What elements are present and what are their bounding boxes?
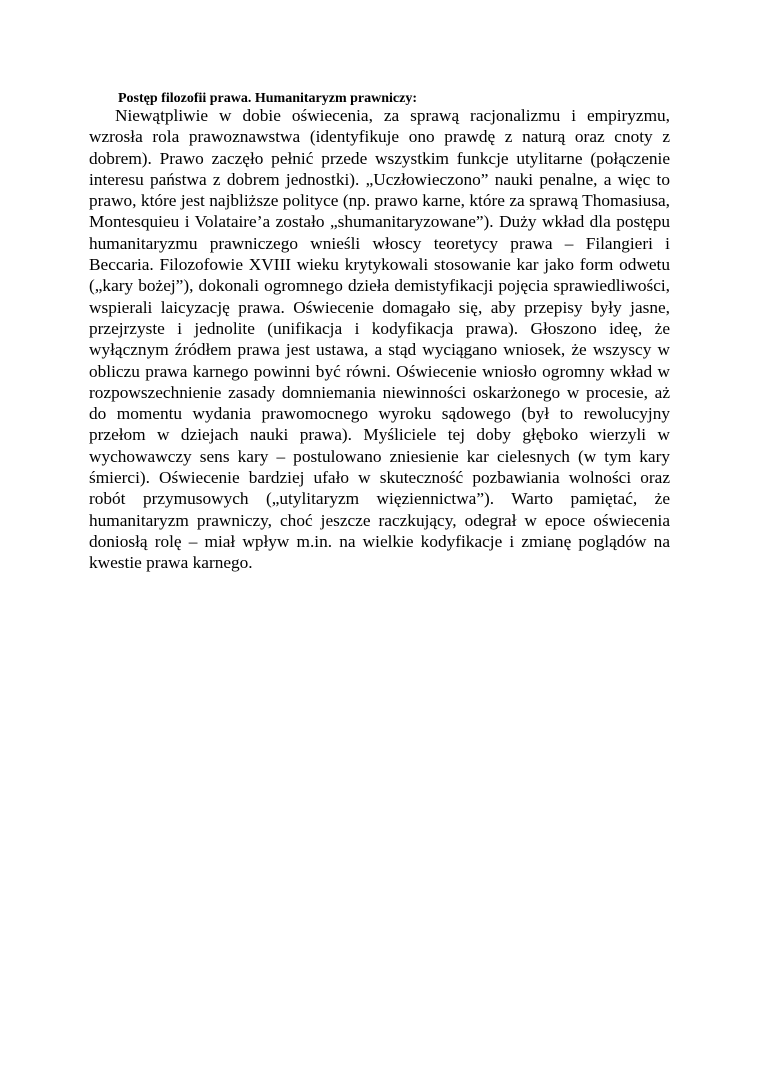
body-paragraph: Niewątpliwie w dobie oświecenia, za sprawą racjonalizmu i empiryzmu, wzrosła rola prawoznawstwa (identyfikuje ono prawdę z naturą oraz cnoty z dobrem). Prawo zaczęło pełnić przede wszystkim funkcje utylitarne (połączenie interesu państwa z dobrem jednostki). „Uczłowieczono” nauki penalne, a więc to prawo, które jest najbliższe polityce (np. prawo karne, które za sprawą Thomasiusa, Montesquieu i Volataire’a zostało „shumanitaryzowane”). Duży wkład dla postępu humanitaryzmu prawniczego wnieśli włoscy teoretycy prawa – Filangieri i Beccaria. Filozofowie XVIII wieku krytykowali stosowanie kar jako form odwetu („kary bożej”), dokonali ogromnego dzieła demistyfikacji pojęcia sprawiedliwości, wspierali laicyzację prawa. Oświecenie domagało się, aby przepisy były jasne, przejrzyste i jednolite (unifikacja i kodyfikacja prawa). Głoszono ideę, że wyłącznym źródłem prawa jest ustawa, a stąd wyciągano wniosek, że wszyscy w obliczu prawa karnego powinni być równi. Oświecenie wniosło ogromny wkład w rozpowszechnienie zasady domniemania niewinności oskarżonego w procesie, aż do momentu wydania prawomocnego wyroku sądowego (był to rewolucyjny przełom w dziejach nauki prawa). Myśliciele tej doby głęboko wierzyli w wychowawczy sens kary – postulowano zniesienie kar cielesnych (w tym kary śmierci). Oświecenie bardziej ufało w skuteczność pozbawiania wolności oraz robót przymusowych („utylitaryzm więziennictwa”). Warto pamiętać, że humanitaryzm prawniczy, choć jeszcze raczkujący, odegrał w epoce oświecenia doniosłą rolę – miał wpływ m.in. na wielkie kodyfikacje i zmianę poglądów na kwestie prawa karnego. <box>89 106 670 573</box>
section-heading: Postęp filozofii prawa. Humanitaryzm prawniczy: <box>118 91 418 106</box>
